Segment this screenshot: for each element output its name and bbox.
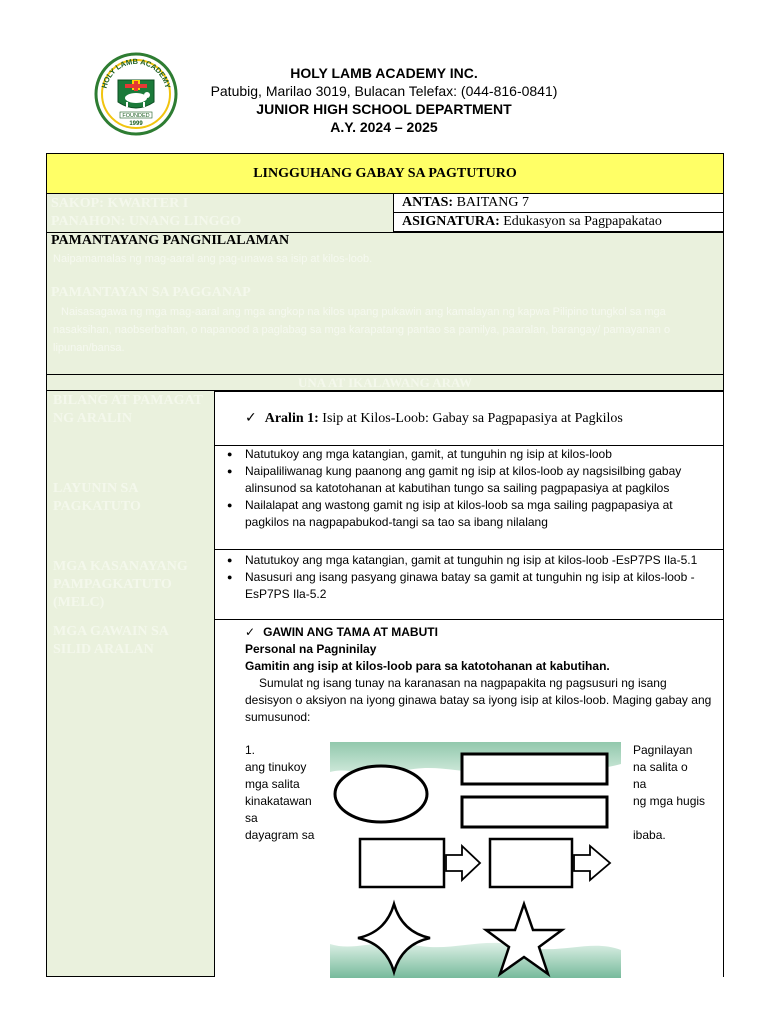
logo-year-text: 1999 [129, 121, 143, 127]
lesson-plan-form [46, 153, 724, 977]
side-text-left: 1. ang tinukoy mga salita kinakatawan sa dayagram sa [245, 743, 315, 842]
checkmark-icon: ✓ [245, 410, 257, 426]
pagganap-text: Naisasagawa ng mga mag-aaral ang mga angkop na kilos upang pukawin ang kamalayan ng kapwa Pilipino tungkol sa mga nasaksihan, naobserbahan, o napanood a paglabag sa mga karapatang pantao sa pamilya, paaralan, barangay/ pamayanan o lipunan/bansa. [53, 306, 671, 354]
gawain-instruction: Gamitin ang isip at kilos-loob para sa katotohanan at kabutihan. [245, 659, 610, 673]
form-title: LINGGUHANG GABAY SA PAGTUTURO [47, 154, 723, 194]
watercolor-bottom [330, 942, 621, 978]
asignatura-label: ASIGNATURA: [402, 214, 500, 229]
gawain-subtitle: Personal na Pagninilay [245, 642, 377, 656]
school-address: Patubig, Marilao 3019, Bulacan Telefax: (044-816-0841) [210, 83, 558, 99]
school-name: HOLY LAMB ACADEMY INC. [290, 65, 478, 81]
melc-cell [214, 550, 723, 620]
logo-founded-text: FOUNDED [122, 113, 150, 119]
gawain-paragraph: Sumulat ng isang tunay na karanasan na nagpapakita ng pagsusuri ng isang desisyon o aksiyon na iyong ginawa batay sa iyong isip at kilos-loob. Maging gabay ang sumusunod: [245, 676, 712, 724]
list-item: ● Naipaliliwanag kung paanong ang gamit ng isip at kilos-loob ay nagsisilbing gabay alinsunod sa katotohanan at kabutihan tungo sa sailing pagpapasiya at pagkilos [221, 463, 715, 497]
shapes-diagram [330, 742, 621, 978]
pamantayang-title: PAMANTAYANG PANGNILALAMAN [51, 233, 290, 248]
ellipse-shape [335, 766, 427, 822]
bilang-label: BILANG AT PAMAGAT NG ARALIN [53, 393, 203, 426]
gawain-title: ✓ GAWIN ANG TAMA AT MABUTI [245, 625, 438, 639]
list-item: ● Nailalapat ang wastong gamit ng isip at kilos-loob sa mga sailing pagpapasiya at pagkilos na nagpapabukod-tangi sa tao sa ibang nilalang [221, 497, 715, 531]
svg-text:HOLY LAMB ACADEMY: HOLY LAMB ACADEMY [99, 56, 173, 90]
department-name: JUNIOR HIGH SCHOOL DEPARTMENT [256, 101, 512, 117]
layunin-list [215, 446, 723, 531]
aralin-title: Isip at Kilos-Loob: Gabay sa Pagpapasiya at Pagkilos [322, 411, 623, 426]
gawain-body [245, 641, 715, 726]
sakop-field: SAKOP: KWARTER I [51, 196, 189, 211]
layunin-cell [214, 446, 723, 550]
checkmark-icon: ✓ [245, 625, 256, 639]
school-header [190, 64, 578, 136]
aralin-cell [214, 391, 723, 446]
layunin-label: LAYUNIN SA PAGKATUTO [53, 481, 141, 514]
pamantayang-text: Naipamamalas ng mag-aaral ang pag-unawa sa isip at kilos-loob. [53, 253, 373, 265]
melc-list [215, 550, 723, 603]
antas-label: ANTAS: [402, 195, 454, 210]
rectangle-shape [360, 839, 444, 887]
side-text-right: Pagnilayan na salita o na ng mga hugis ibaba. [633, 743, 706, 842]
asignatura-value: Edukasyon sa Pagpapakatao [503, 214, 662, 229]
rectangle-shape [462, 797, 607, 827]
aralin-text [245, 410, 623, 427]
panahon-field: PANAHON: UNANG LINGGO [51, 214, 242, 229]
asignatura-field [393, 213, 723, 232]
list-item: ● Nasusuri ang isang pasyang ginawa batay sa gamit at tunguhin ng isip at kilos-loob - EsP7PS Ila-5.2 [221, 569, 715, 603]
academic-year: A.Y. 2024 – 2025 [330, 119, 438, 135]
antas-field [393, 194, 723, 213]
gawain-content [245, 624, 715, 641]
school-logo [94, 52, 178, 136]
rectangle-shape [490, 839, 572, 887]
day-row: UNA AT IKALAWANG ARAW [47, 374, 723, 391]
pagganap-title: PAMANTAYAN SA PAGGANAP [51, 285, 251, 300]
rectangle-shape [462, 754, 607, 784]
gawain-label: MGA GAWAIN SA SILID ARALAN [53, 624, 169, 657]
gawain-cell [214, 620, 723, 977]
aralin-label: Aralin 1: [264, 411, 319, 426]
antas-value: BAITANG 7 [456, 195, 529, 210]
melc-label: MGA KASANAYANG PAMPAGKATUTO (MELC) [53, 559, 188, 610]
list-item: ● Natutukoy ang mga katangian, gamit at tunguhin ng isip at kilos-loob -EsP7PS Ila-5.1 [221, 552, 715, 569]
list-item: ● Natutukoy ang mga katangian, gamit, at tunguhin ng isip at kilos-loob [221, 446, 715, 463]
